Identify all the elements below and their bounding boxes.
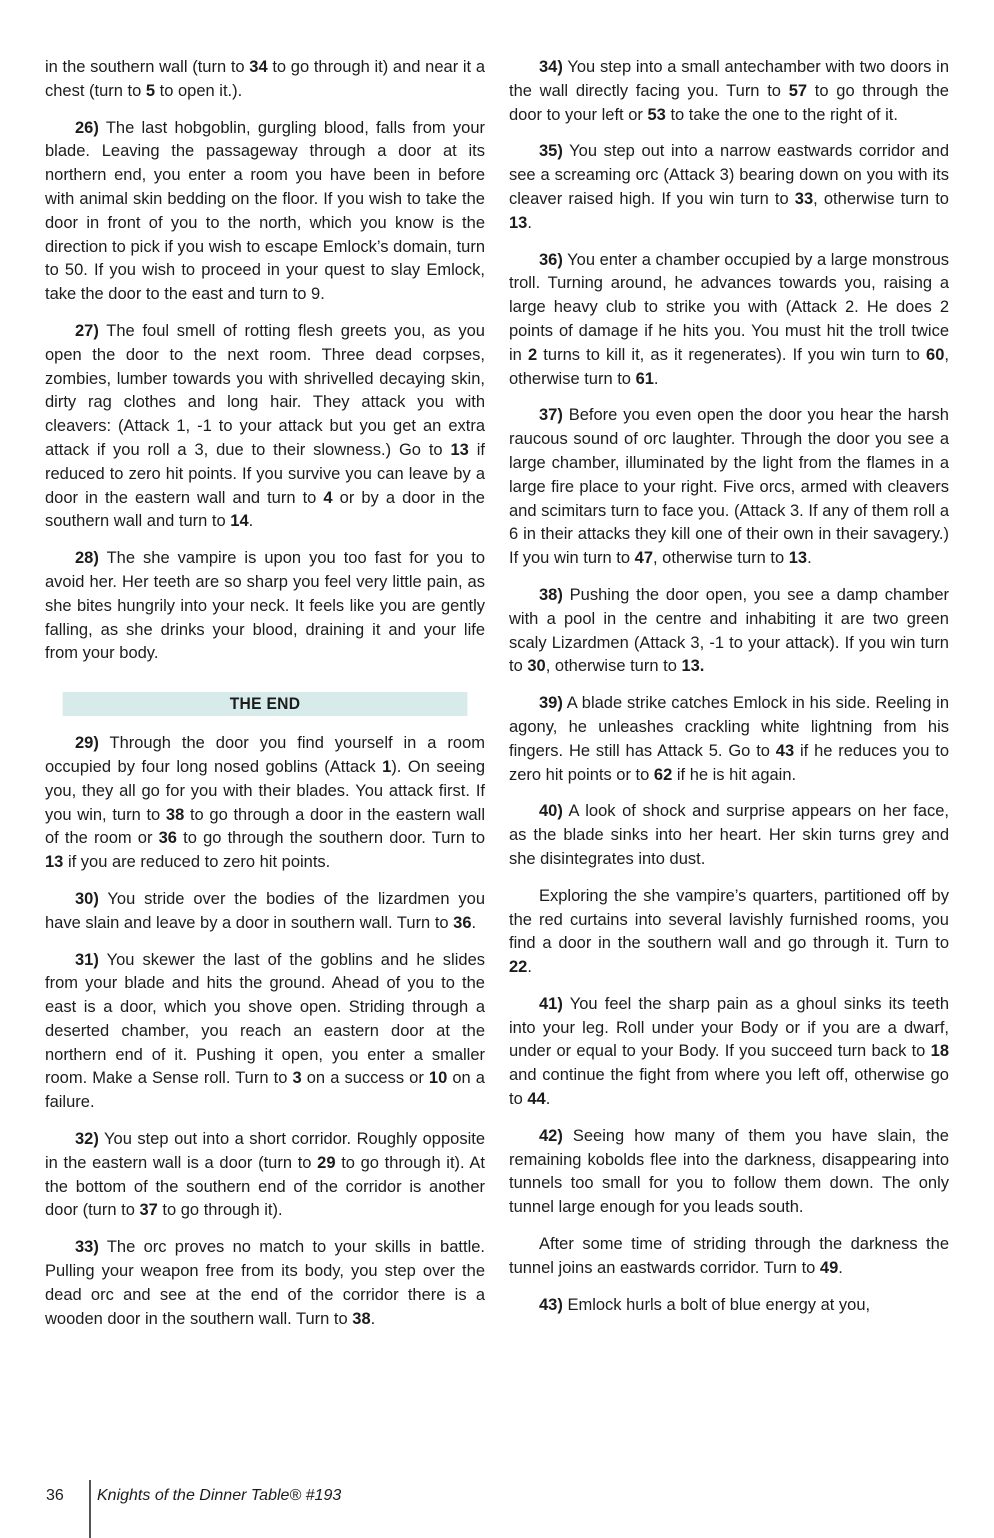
text-run: . [471, 913, 477, 932]
bold-reference: 37) [539, 406, 563, 425]
text-run: A look of shock and surprise appears on her face, as the blade sinks into her heart. Her skin turns grey and she disintegrates into dust. [509, 802, 949, 868]
paragraph [45, 1236, 485, 1331]
bold-reference: 22 [509, 958, 528, 977]
text-run: or by a door in the southern wall and turn to [45, 488, 485, 531]
bold-reference: 29 [317, 1153, 336, 1172]
paragraph [509, 249, 949, 392]
paragraph [509, 800, 949, 871]
text-run: , otherwise turn to [545, 657, 682, 676]
text-run: . [527, 213, 532, 232]
paragraph [509, 993, 949, 1112]
text-run: You step into a small antechamber with two doors in the wall directly facing you. Turn to [509, 58, 949, 100]
paragraph [509, 885, 949, 980]
text-run: Before you even open the door you hear the harsh raucous sound of orc laughter. Through the door you see a large chamber, illuminated by the light from the flames in a large fire place to your right. Five orcs, armed with cleavers and scimitars turn to face you. (Attack 3. If any of them roll a 6 in their attacks they kill one of their own in their savagery.) If you win turn to [509, 406, 949, 568]
paragraph [509, 56, 949, 127]
bold-reference: 36) [539, 250, 563, 269]
bold-reference: 53 [647, 105, 666, 124]
bold-reference: 2 [527, 345, 538, 364]
paragraph [45, 732, 485, 875]
text-run: to go through it). At the bottom of the southern end of the corridor is another door (turn to [45, 1153, 485, 1220]
text-run: if reduced to zero hit points. If you survive you can leave by a door in the eastern wall and turn to [45, 440, 485, 507]
text-run: Seeing how many of them you have slain, the remaining kobolds flee into the darkness, disappearing into tunnels too small for you to follow them down. The only tunnel large enough for you leads south. [509, 1126, 949, 1217]
bold-reference: 35) [539, 142, 563, 161]
right-column [509, 56, 949, 1330]
bold-reference: 38 [352, 1309, 371, 1328]
bold-reference: 49 [819, 1258, 839, 1277]
text-run: You step out into a narrow eastwards corridor and see a screaming orc (Attack 3) bearing down on you with its cleaver raised high. If you win turn to [509, 142, 949, 208]
bold-reference: 26) [75, 118, 99, 137]
left-column [45, 56, 485, 1344]
text-run: to take the one to the right of it. [665, 105, 898, 124]
bold-reference: 32) [75, 1130, 99, 1149]
bold-reference: 37 [139, 1201, 158, 1220]
text-run: to go through it). [157, 1201, 283, 1220]
text-run: The last hobgoblin, gurgling blood, falls from your blade. Leaving the passageway through a door at its northern end, you enter a room you have been in before with animal skin bedding on the floor. If you wish to take the door in front of you to the north, which you know is the direction to pick if you wish to escape Emlock’s domain, turn to 50. If you wish to proceed in your quest to slay Emlock, take the door to the east and turn to 9. [45, 118, 485, 304]
paragraph [45, 888, 485, 936]
bold-reference: 40) [539, 802, 563, 821]
bold-reference: 4 [323, 488, 333, 507]
bold-reference: 13 [788, 549, 808, 568]
bold-reference: 27) [75, 321, 99, 340]
bold-reference: 34) [539, 58, 563, 76]
bold-reference: 14 [230, 512, 249, 531]
bold-reference: 39) [539, 694, 563, 713]
bold-reference: 36 [158, 829, 177, 848]
bold-reference: 43) [539, 1295, 563, 1314]
text-run: ). On seeing you, they all go for you with their blades. You attack first. If you win, turn to [45, 757, 486, 824]
text-run: . [838, 1258, 843, 1277]
paragraph [509, 692, 949, 787]
text-run: to go through the door to your left or [509, 81, 949, 124]
bold-reference: 57 [788, 81, 808, 100]
text-run: Exploring the she vampire’s quarters, partitioned off by the red curtains into several lavishly furnished rooms, you find a door in the southern wall and go through it. Turn to [509, 886, 949, 953]
bold-reference: 13 [509, 213, 528, 232]
the-end-banner: THE END [63, 692, 468, 716]
bold-reference: 38 [165, 805, 185, 824]
text-run: After some time of striding through the darkness the tunnel joins an eastwards corridor. Turn to [509, 1235, 949, 1277]
footer-divider [89, 1480, 91, 1538]
page-number: 36 [46, 1487, 64, 1504]
text-run: turns to kill it, as it regenerates). If you win turn to [537, 345, 927, 364]
bold-reference: 13. [681, 657, 705, 676]
paragraph [45, 56, 485, 104]
paragraph [45, 1128, 485, 1223]
text-run: Emlock hurls a bolt of blue energy at you, [562, 1295, 871, 1314]
text-run: , otherwise turn to [653, 549, 789, 568]
text-run: to go through a door in the eastern wall of the room or [45, 805, 485, 848]
text-run: , otherwise turn to [813, 189, 949, 208]
text-run: . [248, 512, 254, 531]
paragraph [509, 1233, 949, 1281]
text-run: and continue the fight from where you left off, otherwise go to [509, 1066, 949, 1109]
text-run: , otherwise turn to [509, 345, 949, 388]
text-run: . [545, 1090, 551, 1109]
bold-reference: 31) [75, 950, 99, 969]
paragraph [509, 140, 949, 235]
text-run: You step out into a short corridor. Roughly opposite in the eastern wall is a door (turn to [45, 1130, 485, 1172]
text-run: . [807, 549, 812, 568]
text-run: You enter a chamber occupied by a large monstrous troll. Turning around, he advances towards you, raising a large heavy club to strike you with (Attack 2. He does 2 points of damage if he hits you. You must hit the troll twice in [509, 250, 950, 364]
text-run: to go through the southern door. Turn to [176, 829, 485, 848]
text-run: A blade strike catches Emlock in his side. Reeling in agony, he unleashes crackling white lightning from his fingers. He still has Attack 5. Go to [509, 694, 949, 760]
publication-title: Knights of the Dinner Table® #193 [97, 1487, 342, 1504]
text-run: on a success or [301, 1069, 429, 1088]
bold-reference: 33 [794, 189, 814, 208]
bold-reference: 13 [45, 853, 64, 872]
paragraph [509, 404, 949, 571]
bold-reference: 29) [75, 734, 99, 753]
text-run: The she vampire is upon you too fast for you to avoid her. Her teeth are so sharp you feel very little pain, as she bites hungrily into your neck. It feels like you are gently falling, as she drinks your blood, draining it and your life from your body. [45, 549, 485, 663]
bold-reference: 41) [539, 994, 563, 1013]
bold-reference: 30 [527, 657, 546, 676]
text-run: . [370, 1309, 376, 1328]
bold-reference: 43 [775, 741, 795, 760]
text-run: to go through it) and near it a chest (turn to [45, 58, 485, 100]
bold-reference: 60 [926, 345, 945, 364]
text-run: Through the door you find yourself in a room occupied by four long nosed goblins (Attack [45, 734, 485, 776]
paragraph [45, 949, 485, 1116]
bold-reference: 13 [450, 440, 469, 459]
paragraph [45, 320, 485, 534]
bold-reference: 33) [75, 1238, 99, 1257]
text-run: if you are reduced to zero hit points. [63, 853, 331, 872]
text-run: on a failure. [45, 1069, 485, 1112]
paragraph [509, 584, 949, 679]
bold-reference: 28) [75, 549, 99, 568]
bold-reference: 1 [382, 757, 392, 776]
bold-reference: 36 [453, 913, 472, 932]
bold-reference: 62 [653, 765, 673, 784]
paragraph [45, 547, 485, 666]
text-run: The foul smell of rotting flesh greets you, as you open the door to the next room. Three dead corpses, zombies, lumber towards you with shrivelled decaying skin, dirty rag clothes and long hair. They attack you with cleavers: (Attack 1, -1 to your attack but you get an extra attack if you roll a 3, due to their slowness.) Go to [45, 321, 485, 459]
bold-reference: 34 [249, 58, 268, 76]
text-run: You stride over the bodies of the lizardmen you have slain and leave by a door in southern wall. Turn to [45, 889, 485, 932]
paragraph [509, 1294, 949, 1318]
text-run: if he reduces you to zero hit points or to [509, 741, 950, 784]
bold-reference: 44 [527, 1090, 546, 1109]
paragraph [45, 117, 485, 307]
bold-reference: 3 [292, 1069, 302, 1088]
text-run: . [527, 958, 532, 977]
bold-reference: 10 [428, 1069, 448, 1088]
paragraph [509, 1125, 949, 1220]
text-run: You feel the sharp pain as a ghoul sinks its teeth into your leg. Roll under your Body or if you are a dwarf, under or equal to your Body. If you succeed turn back to [509, 994, 949, 1061]
bold-reference: 5 [145, 81, 156, 100]
text-run: The orc proves no match to your skills in battle. Pulling your weapon free from its body, you step over the dead orc and see at the end of the corridor there is a wooden door in the southern wall. Turn to [45, 1238, 485, 1328]
text-run: in the southern wall (turn to [45, 58, 250, 76]
page-footer [45, 1480, 645, 1538]
text-run: Pushing the door open, you see a damp chamber with a pool in the centre and inhabiting it are two green scaly Lizardmen (Attack 3, -1 to your attack). If you win turn to [509, 585, 949, 676]
text-run: to open it.). [155, 81, 243, 100]
text-run: You skewer the last of the goblins and he slides from your blade and hits the ground. Ahead of you to the east is a door, which you shove open. Striding through a deserted chamber, you reach an eastern door at the northern end of it. Pushing it open, you enter a smaller room. Make a Sense roll. Turn to [45, 950, 485, 1088]
bold-reference: 18 [930, 1042, 949, 1061]
text-run: if he is hit again. [672, 765, 797, 784]
bold-reference: 47 [634, 549, 654, 568]
bold-reference: 38) [539, 585, 563, 604]
bold-reference: 30) [75, 889, 99, 908]
text-run: . [653, 369, 659, 388]
bold-reference: 42) [539, 1126, 563, 1145]
bold-reference: 61 [635, 369, 654, 388]
